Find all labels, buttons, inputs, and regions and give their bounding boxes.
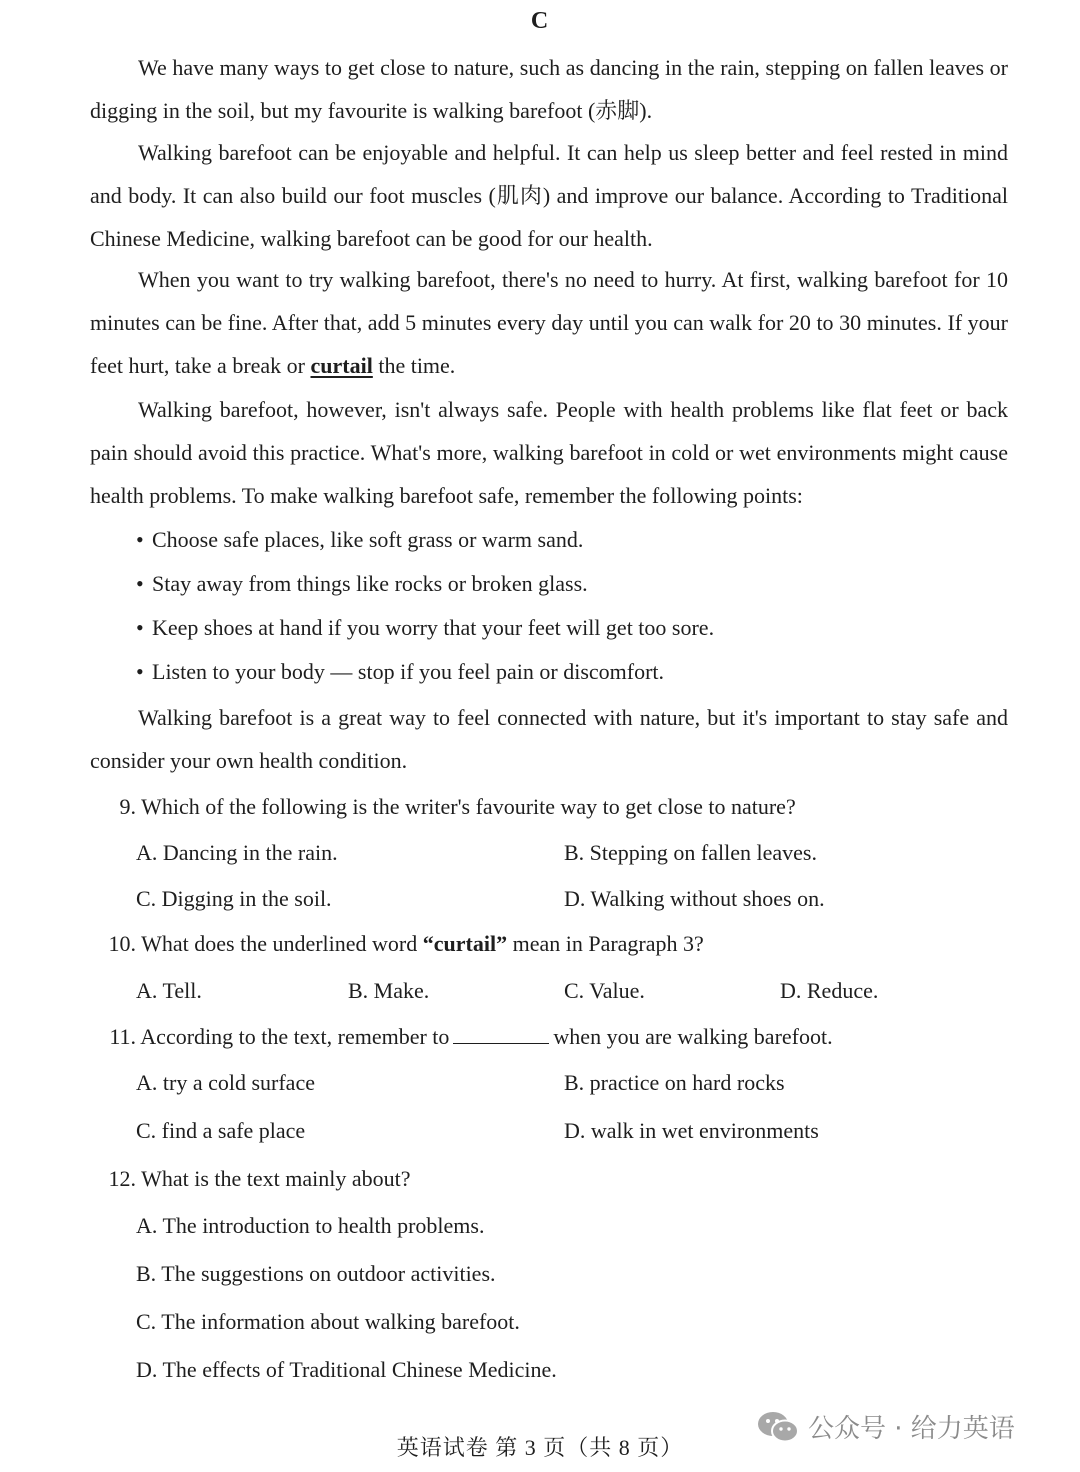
paragraph-5-text: Walking barefoot is a great way to feel connected with nature, but it's important to stay safe and consider your own health condition. [90, 705, 1008, 773]
option-c: C. Value. [564, 978, 645, 1003]
question-stem: What is the text mainly about? [141, 1166, 411, 1191]
option-b: B. Make. [348, 978, 430, 1003]
option-a: A. Tell. [136, 978, 202, 1003]
bullet-item: • Listen to your body — stop if you feel pain or discomfort. [136, 657, 996, 687]
watermark [756, 1408, 1015, 1445]
option-a: A. try a cold surface [136, 1070, 315, 1095]
paragraph-5 [90, 696, 1008, 782]
question-11: 11. According to the text, remember to when you are walking barefoot. [88, 1022, 1008, 1052]
option-a: A. The introduction to health problems. [136, 1213, 485, 1238]
bold-word: “curtail” [422, 931, 508, 956]
option-b: B. practice on hard rocks [564, 1070, 785, 1095]
paragraph-3-text-before: When you want to try walking barefoot, there's no need to hurry. At first, walking barefoot for 10 minutes can be fine. After that, add 5 minutes every day until you can walk for 20 to 30 minutes. If your feet hurt, take a break or [90, 267, 1008, 378]
option-c: C. Digging in the soil. [136, 886, 332, 911]
answer-blank [453, 1023, 549, 1044]
option-a: A. Dancing in the rain. [136, 840, 338, 865]
bullet-item: • Keep shoes at hand if you worry that your feet will get too sore. [136, 613, 996, 643]
bullet-dot: • [136, 615, 144, 640]
question-number: 10. [108, 931, 136, 956]
question-number: 9. [119, 794, 136, 819]
watermark-text: 公众号 · 给力英语 [808, 1414, 1015, 1444]
question-number: 12. [108, 1166, 136, 1191]
page-footer: 英语试卷 第 3 页（共 8 页） [396, 1435, 684, 1460]
option-c: C. find a safe place [136, 1118, 306, 1143]
option-b: B. The suggestions on outdoor activities. [136, 1261, 496, 1286]
underlined-word: curtail [310, 353, 373, 378]
paragraph-3-text-after: the time. [372, 353, 456, 378]
question-10: 10. What does the underlined word “curtail” mean in Paragraph 3? [88, 929, 1008, 959]
paragraph-4 [90, 388, 1008, 517]
option-c: C. The information about walking barefoot. [136, 1309, 520, 1334]
bullet-item: • Choose safe places, like soft grass or warm sand. [136, 525, 996, 555]
question-number: 11. [109, 1024, 136, 1049]
option-b: B. Stepping on fallen leaves. [564, 840, 817, 865]
question-stem: Which of the following is the writer's favourite way to get close to nature? [141, 794, 796, 819]
option-d: D. Reduce. [780, 978, 879, 1003]
paragraph-1-text: We have many ways to get close to nature, such as dancing in the rain, stepping on fallen leaves or digging in the soil, but my favourite is walking barefoot (赤脚). [90, 55, 1008, 123]
bullet-item: • Stay away from things like rocks or broken glass. [136, 569, 996, 599]
option-d: D. The effects of Traditional Chinese Medicine. [136, 1357, 557, 1382]
wechat-icon [756, 1410, 800, 1444]
bullet-dot: • [136, 527, 144, 552]
paragraph-2-text: Walking barefoot can be enjoyable and helpful. It can help us sleep better and feel rested in mind and body. It can also build our foot muscles (肌肉) and improve our balance. According to Traditional Chinese Medicine, walking barefoot can be good for our health. [90, 140, 1008, 251]
bullet-dot: • [136, 571, 144, 596]
option-d: D. walk in wet environments [564, 1118, 819, 1143]
paragraph-1 [90, 46, 1008, 132]
bullet-dot: • [136, 659, 144, 684]
paragraph-4-text: Walking barefoot, however, isn't always safe. People with health problems like flat feet or back pain should avoid this practice. What's more, walking barefoot in cold or wet environments might cause health problems. To make walking barefoot safe, remember the following points: [90, 397, 1008, 508]
paragraph-2 [90, 131, 1008, 260]
question-9 [88, 792, 1008, 822]
paragraph-3 [90, 258, 1008, 387]
question-12 [88, 1164, 1008, 1194]
option-d: D. Walking without shoes on. [564, 886, 825, 911]
section-label: C [530, 8, 550, 34]
